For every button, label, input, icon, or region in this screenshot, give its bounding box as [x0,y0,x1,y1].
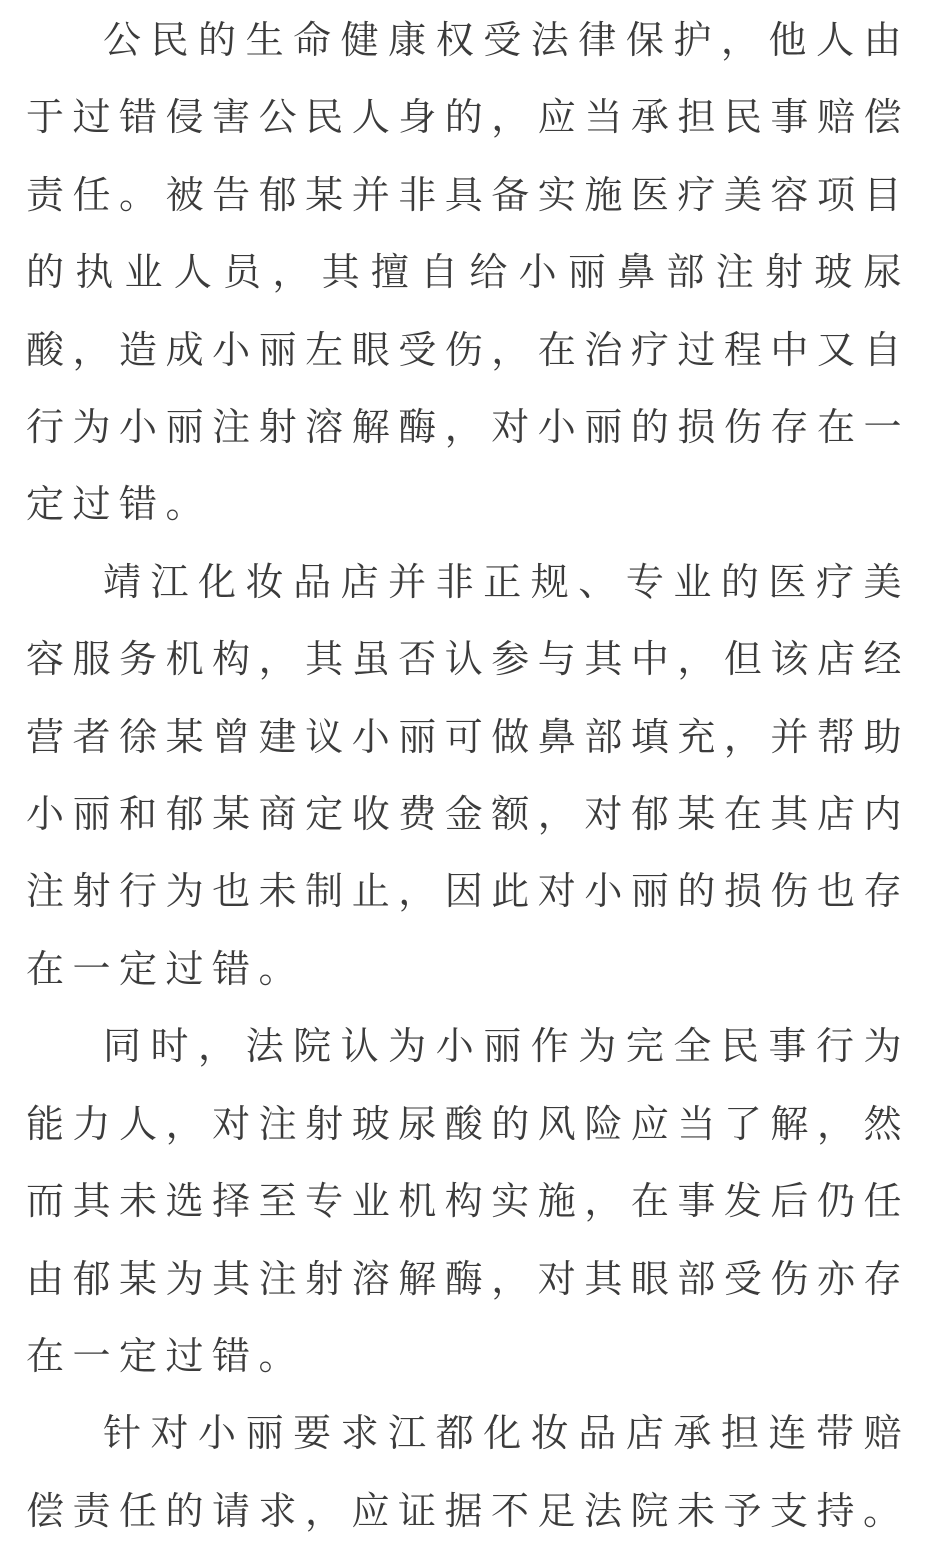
paragraph-plaintiff-fault: 同时，法院认为小丽作为完全民事行为能力人，对注射玻尿酸的风险应当了解，然而其未选择至专业机构实施，在事发后仍任由郁某为其注射溶解酶，对其眼部受伤亦存在一定过错。 [26,1024,910,1378]
paragraph-liability-principle: 公民的生命健康权受法律保护，他人由于过错侵害公民人身的，应当承担民事赔偿责任。被告郁某并非具备实施医疗美容项目的执业人员，其擅自给小丽鼻部注射玻尿酸，造成小丽左眼受伤，在治疗过程中又自行为小丽注射溶解酶，对小丽的损伤存在一定过错。 [26,18,910,527]
paragraph-joint-liability-claim: 针对小丽要求江都化妆品店承担连带赔偿责任的请求，应证据不足法院未予支持。 [26,1411,910,1533]
paragraph-shop-fault: 靖江化妆品店并非正规、专业的医疗美容服务机构，其虽否认参与其中，但该店经营者徐某曾建议小丽可做鼻部填充，并帮助小丽和郁某商定收费金额，对郁某在其店内注射行为也未制止，因此对小丽的损伤也存在一定过错。 [26,559,910,991]
